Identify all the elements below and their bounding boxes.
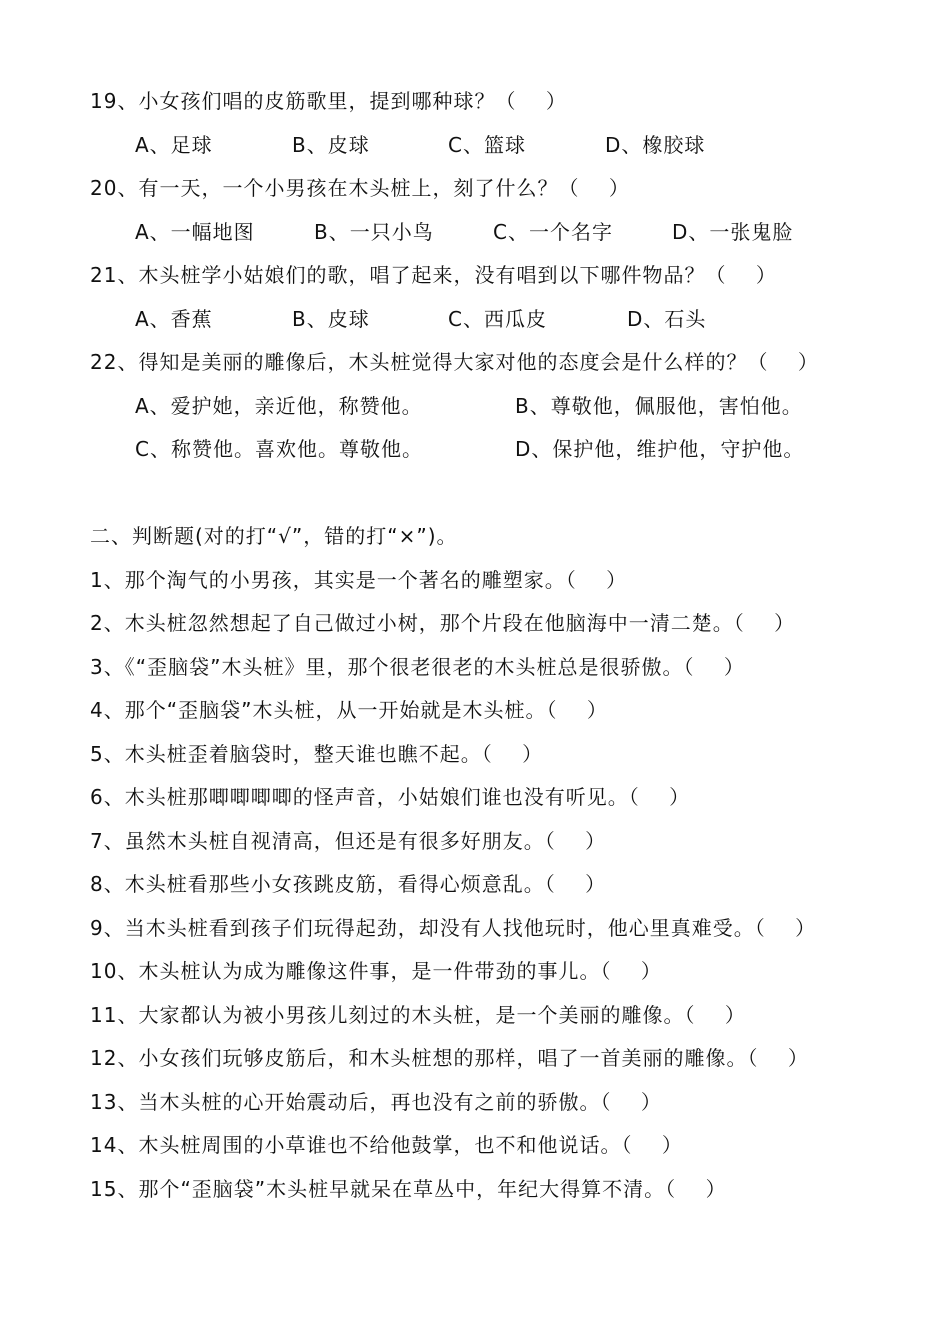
tf-item-4: 4、那个“歪脑袋”木头桩，从一开始就是木头桩。（ ） (90, 698, 608, 722)
tf-item-5: 5、木头桩歪着脑袋时，整天谁也瞧不起。（ ） (90, 742, 544, 766)
tf-item-13: 13、当木头桩的心开始震动后，再也没有之前的骄傲。（ ） (90, 1090, 662, 1114)
q20-option-d: D、一张鬼脸 (672, 220, 794, 244)
q20-option-b: B、一只小鸟 (314, 220, 434, 244)
question-21: 21、木头桩学小姑娘们的歌，唱了起来，没有唱到以下哪件物品？（ ） (90, 263, 777, 287)
tf-item-14: 14、木头桩周围的小草谁也不给他鼓掌，也不和他说话。（ ） (90, 1133, 683, 1157)
q21-option-c: C、西瓜皮 (448, 307, 547, 331)
q22-option-d: D、保护他，维护他，守护他。 (515, 437, 805, 461)
q20-option-a: A、一幅地图 (135, 220, 255, 244)
q19-option-b: B、皮球 (292, 133, 370, 157)
tf-item-15: 15、那个“歪脑袋”木头桩早就呆在草丛中，年纪大得算不清。（ ） (90, 1177, 727, 1201)
question-19: 19、小女孩们唱的皮筋歌里，提到哪种球？（ ） (90, 89, 567, 113)
tf-item-7: 7、虽然木头桩自视清高，但还是有很多好朋友。（ ） (90, 829, 607, 853)
q20-option-c: C、一个名字 (493, 220, 613, 244)
question-22: 22、得知是美丽的雕像后，木头桩觉得大家对他的态度会是什么样的？（ ） (90, 350, 819, 374)
q19-option-c: C、篮球 (448, 133, 526, 157)
q22-option-c: C、称赞他。喜欢他。尊敬他。 (135, 437, 423, 461)
q21-option-a: A、香蕉 (135, 307, 213, 331)
tf-item-12: 12、小女孩们玩够皮筋后，和木头桩想的那样，唱了一首美丽的雕像。（ ） (90, 1046, 809, 1070)
question-20: 20、有一天，一个小男孩在木头桩上，刻了什么？（ ） (90, 176, 630, 200)
tf-item-6: 6、木头桩那唧唧唧唧的怪声音，小姑娘们谁也没有听见。（ ） (90, 785, 691, 809)
tf-item-11: 11、大家都认为被小男孩儿刻过的木头桩，是一个美丽的雕像。（ ） (90, 1003, 746, 1027)
tf-item-3: 3、《“歪脑袋”木头桩》里，那个很老很老的木头桩总是很骄傲。（ ） (90, 655, 745, 679)
tf-item-1: 1、那个淘气的小男孩，其实是一个著名的雕塑家。（ ） (90, 568, 628, 592)
q21-option-d: D、石头 (627, 307, 707, 331)
tf-item-9: 9、当木头桩看到孩子们玩得起劲，却没有人找他玩时，他心里真难受。（ ） (90, 916, 817, 940)
tf-item-8: 8、木头桩看那些小女孩跳皮筋，看得心烦意乱。（ ） (90, 872, 607, 896)
tf-item-2: 2、木头桩忽然想起了自己做过小树，那个片段在他脑海中一清二楚。（ ） (90, 611, 796, 635)
q21-option-b: B、皮球 (292, 307, 370, 331)
q22-option-a: A、爱护她，亲近他，称赞他。 (135, 394, 423, 418)
q22-option-b: B、尊敬他，佩服他，害怕他。 (515, 394, 803, 418)
q19-option-d: D、橡胶球 (605, 133, 706, 157)
tf-item-10: 10、木头桩认为成为雕像这件事，是一件带劲的事儿。（ ） (90, 959, 662, 983)
section-2-heading: 二、判断题(对的打“√”，错的打“×”)。 (90, 524, 458, 548)
q19-option-a: A、足球 (135, 133, 213, 157)
